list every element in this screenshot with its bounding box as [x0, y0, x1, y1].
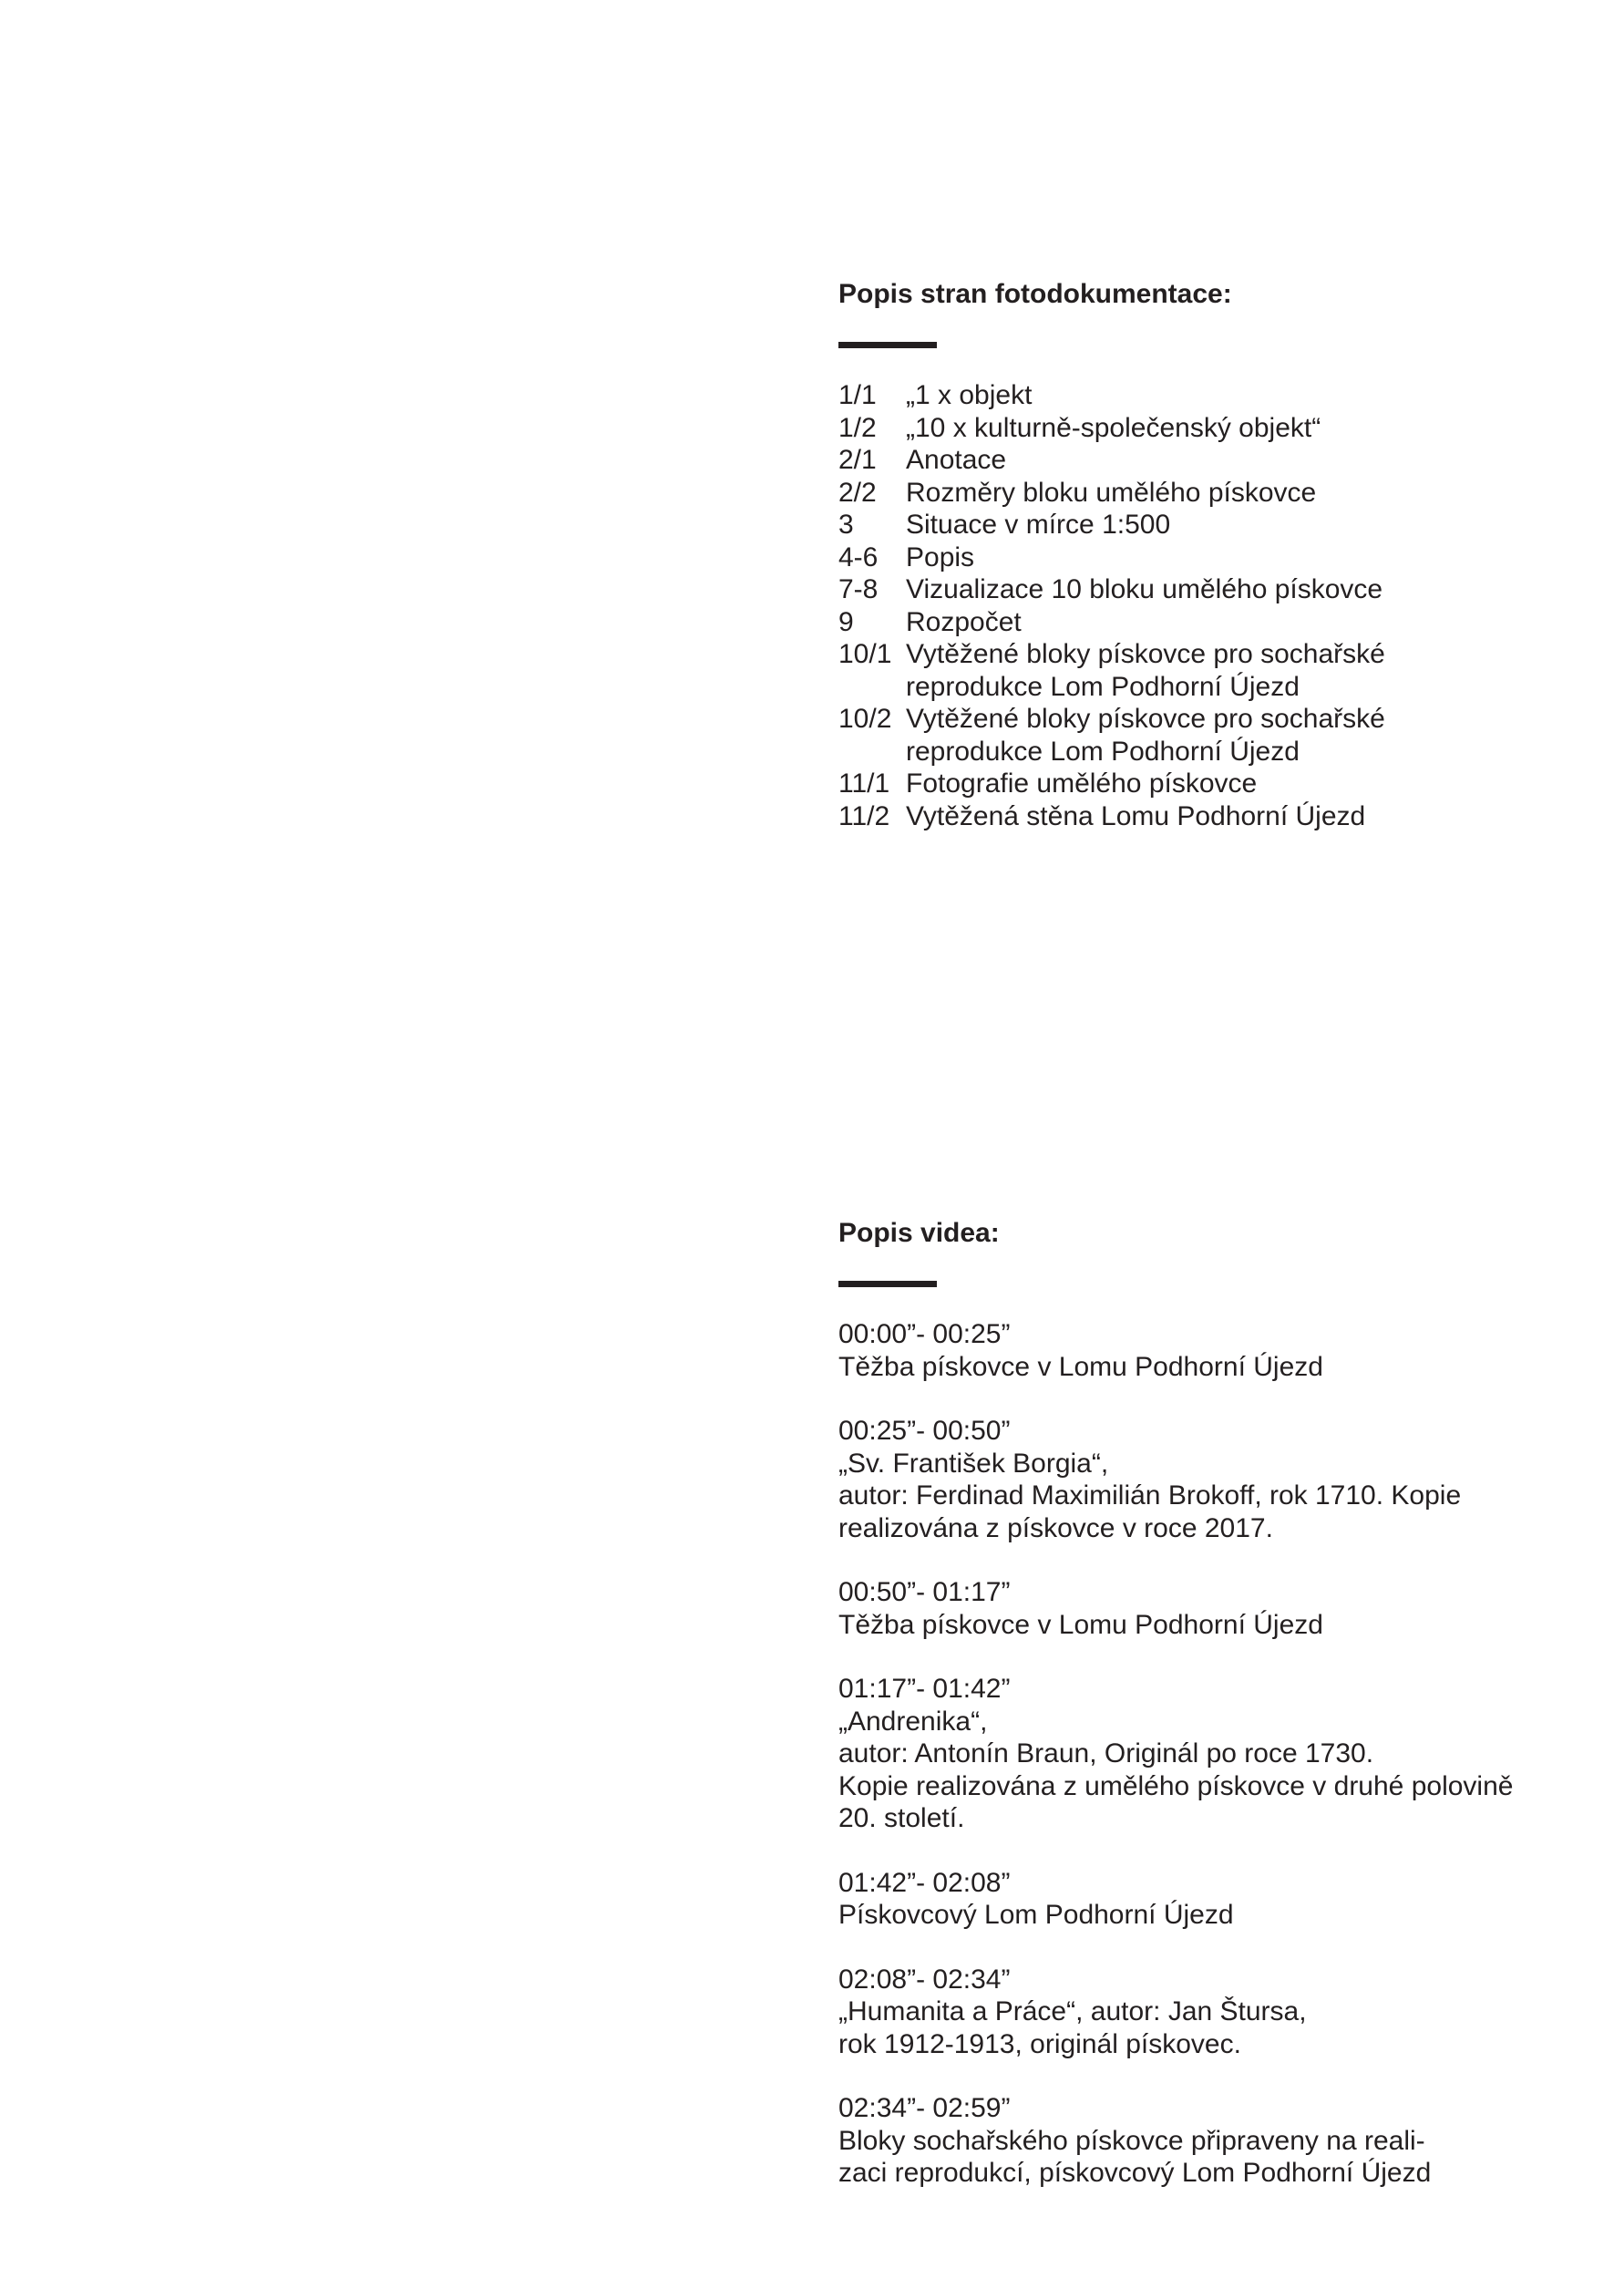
page-number: 10/2 — [838, 704, 892, 734]
segment-timecode: 02:08”- 02:34” — [838, 1964, 1011, 1995]
heading-rule — [838, 1281, 937, 1287]
segment-description: Pískovcový Lom Podhorní Újezd — [838, 1900, 1234, 1930]
list-item — [838, 638, 1586, 703]
page-description: Vytěžené bloky pískovce pro sochařské reprodukce Lom Podhorní Újezd — [906, 704, 1385, 767]
page-number: 4-6 — [838, 541, 879, 572]
list-item — [838, 768, 1586, 800]
list-item — [838, 509, 1586, 541]
page-description: Fotografie umělého pískovce — [906, 768, 1258, 799]
segment-timecode: 00:25”- 00:50” — [838, 1416, 1011, 1446]
video-segment — [838, 2092, 1586, 2190]
page-description: Situace v mírce 1:500 — [906, 510, 1171, 540]
page-description: Vytěžené bloky pískovce pro sochařské reprodukce Lom Podhorní Újezd — [906, 639, 1385, 702]
list-item — [838, 606, 1586, 639]
list-item — [838, 573, 1586, 606]
video-segment — [838, 1867, 1586, 1932]
page-description: „1 x objekt — [906, 380, 1033, 410]
video-segment — [838, 1964, 1586, 2061]
page-number: 2/1 — [838, 445, 877, 475]
page-description: Anotace — [906, 445, 1007, 475]
segment-timecode: 00:00”- 00:25” — [838, 1319, 1011, 1349]
list-item — [838, 379, 1586, 412]
list-item — [838, 703, 1586, 768]
heading-rule — [838, 342, 937, 348]
segment-timecode: 02:34”- 02:59” — [838, 2093, 1011, 2123]
page-number: 7-8 — [838, 574, 879, 604]
page-number: 10/1 — [838, 639, 892, 669]
page-number: 1/1 — [838, 380, 877, 410]
segment-timecode: 01:42”- 02:08” — [838, 1867, 1011, 1898]
segment-timecode: 00:50”- 01:17” — [838, 1577, 1011, 1607]
list-item — [838, 412, 1586, 445]
video-segment — [838, 1673, 1586, 1835]
segment-timecode: 01:17”- 01:42” — [838, 1674, 1011, 1704]
video-description-heading: Popis videa: — [838, 1218, 1000, 1248]
page-description: Rozpočet — [906, 606, 1022, 637]
segment-description: Těžba pískovce v Lomu Podhorní Újezd — [838, 1351, 1323, 1382]
page-number: 2/2 — [838, 477, 877, 508]
photo-documentation-heading: Popis stran fotodokumentace: — [838, 279, 1232, 309]
page-number: 11/2 — [838, 800, 890, 831]
list-item — [838, 541, 1586, 574]
list-item — [838, 444, 1586, 477]
page-description: Vizualizace 10 bloku umělého pískovce — [906, 574, 1383, 604]
page-number: 9 — [838, 606, 854, 637]
page-description: Vytěžená stěna Lomu Podhorní Újezd — [906, 800, 1366, 831]
list-item — [838, 477, 1586, 510]
page-description: Popis — [906, 541, 975, 572]
segment-description: Bloky sochařského pískovce připraveny na reali- zaci reprodukcí, pískovcový Lom Podhorní Újezd — [838, 2125, 1432, 2188]
page-description: „10 x kulturně-společenský objekt“ — [906, 412, 1321, 443]
segment-description: „Andrenika“, autor: Antonín Braun, Originál po roce 1730. Kopie realizována z umělého pískovce v druhé polovině 20. století. — [838, 1706, 1514, 1833]
video-description-section — [838, 1215, 1586, 2222]
page-number: 1/2 — [838, 412, 877, 443]
segment-description: Těžba pískovce v Lomu Podhorní Újezd — [838, 1609, 1323, 1640]
segment-description: „Humanita a Práce“, autor: Jan Štursa, rok 1912-1913, originál pískovec. — [838, 1996, 1307, 2059]
page-number: 3 — [838, 510, 854, 540]
photo-pages-list — [838, 379, 1586, 832]
video-segment — [838, 1415, 1586, 1544]
page-number: 11/1 — [838, 768, 890, 799]
segment-description: „Sv. František Borgia“, autor: Ferdinad Maximilián Brokoff, rok 1710. Kopie realizována z pískovce v roce 2017. — [838, 1448, 1462, 1543]
page-description: Rozměry bloku umělého pískovce — [906, 477, 1317, 508]
photo-documentation-section — [838, 276, 1586, 832]
video-segment — [838, 1576, 1586, 1641]
video-segment — [838, 1318, 1586, 1383]
list-item — [838, 800, 1586, 833]
